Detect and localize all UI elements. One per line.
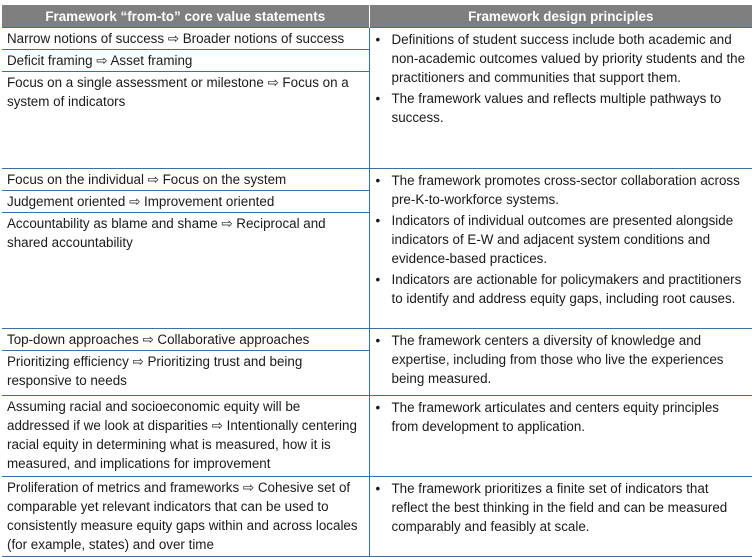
framework-table <box>2 5 752 557</box>
core-value-cell <box>2 477 369 557</box>
core-value-statement: Focus on the individual ⇨ Focus on the system <box>2 169 369 191</box>
table-body <box>2 28 752 557</box>
core-value-cell <box>2 169 369 329</box>
design-principle-cell <box>369 28 752 169</box>
design-principle-cell <box>369 396 752 477</box>
header-row <box>2 5 752 28</box>
design-principle-item: • Indicators of individual outcomes are presented alongside indicators of E-W and adjacent system conditions and evidence-based practices. <box>392 211 747 268</box>
table-row <box>2 396 752 477</box>
core-value-statement: Judgement oriented ⇨ Improvement oriented <box>2 191 369 213</box>
core-value-cell <box>2 329 369 396</box>
design-principle-list <box>370 28 753 127</box>
design-principle-list <box>370 169 753 308</box>
core-value-statement: Accountability as blame and shame ⇨ Reciprocal and shared accountability <box>7 216 326 250</box>
core-value-statement: Prioritizing efficiency ⇨ Prioritizing trust and being responsive to needs <box>7 354 303 388</box>
design-principle-cell <box>369 169 752 329</box>
design-principle-item: • Indicators are actionable for policymakers and practitioners to identify and address equity gaps, including root causes. <box>392 270 747 308</box>
design-principle-item: • Definitions of student success include both academic and non-academic outcomes valued by priority students and the practitioners and communities that support them. <box>392 30 747 87</box>
design-principle-list <box>370 329 753 388</box>
design-principle-item: • The framework articulates and centers equity principles from development to application. <box>392 398 747 436</box>
core-value-cell <box>2 396 369 477</box>
design-principle-cell <box>369 329 752 396</box>
core-value-statement: Top-down approaches ⇨ Collaborative approaches <box>2 329 369 351</box>
core-value-statement: Focus on a single assessment or milestone ⇨ Focus on a system of indicators <box>7 75 349 109</box>
design-principle-item: • The framework promotes cross-sector collaboration across pre-K-to-workforce systems. <box>392 171 747 209</box>
core-value-cell <box>2 28 369 169</box>
core-value-statement: Deficit framing ⇨ Asset framing <box>2 50 369 72</box>
core-value-statement: Proliferation of metrics and frameworks ⇨ Cohesive set of comparable yet relevant indicators that can be used to consistently measure equity gaps within and across locales (for example, states) and over time <box>7 480 358 552</box>
core-value-statement: Assuming racial and socioeconomic equity will be addressed if we look at disparities ⇨ Intentionally centering racial equity in determining what is measured, how it is measured, and implications for improvement <box>7 399 357 471</box>
table-row <box>2 28 752 169</box>
core-value-statement: Narrow notions of success ⇨ Broader notions of success <box>2 28 369 50</box>
header-core-value-statements: Framework “from-to” core value statements <box>2 5 369 28</box>
design-principle-item: • The framework values and reflects multiple pathways to success. <box>392 89 747 127</box>
header-design-principles: Framework design principles <box>369 5 752 28</box>
design-principle-item: • The framework prioritizes a finite set of indicators that reflect the best thinking in the field and can be measured comparably and feasibly at scale. <box>392 479 747 536</box>
design-principle-list <box>370 396 753 436</box>
table-row <box>2 169 752 329</box>
design-principle-item: • The framework centers a diversity of knowledge and expertise, including from those who live the experiences being measured. <box>392 331 747 388</box>
design-principle-list <box>370 477 753 536</box>
table-row <box>2 477 752 557</box>
table-row <box>2 329 752 396</box>
design-principle-cell <box>369 477 752 557</box>
